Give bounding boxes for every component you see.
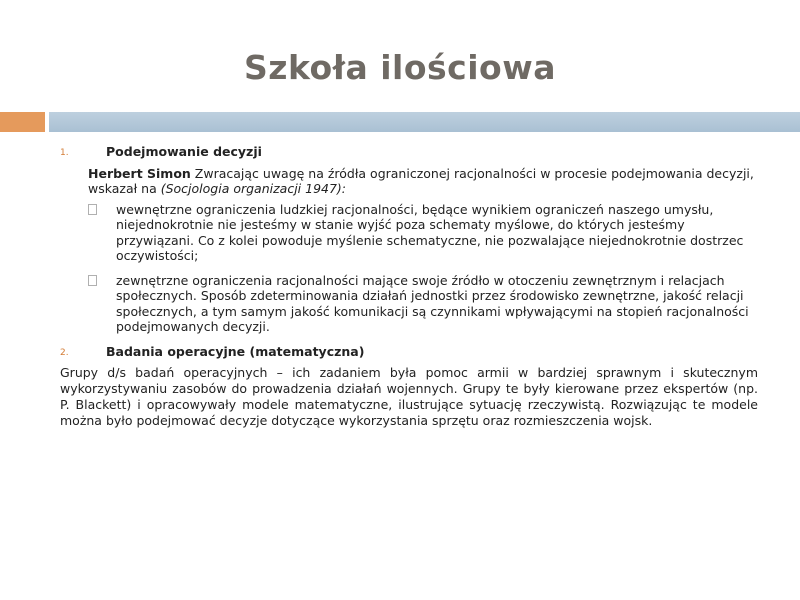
bullet-item: [60, 273, 760, 335]
accent-bar-orange: [0, 112, 45, 132]
author-name: Herbert Simon: [88, 165, 191, 181]
intro-citation: (Socjologia organizacji 1947):: [160, 181, 347, 196]
list-item-1: [60, 144, 760, 160]
slide-title: Szkoła ilościowa: [244, 48, 556, 87]
closing-paragraph: Grupy d/s badań operacyjnych – ich zadaniem była pomoc armii w bardziej sprawnym i skutecznym wykorzystywaniu zasobów do prowadzenia działań wojennych. Grupy te były kierowane przez ekspertów (np. P. Blackett) i opracowywały modele matematyczne, ilustrujące sytuację rzeczywistą. Rozwiązując te modele można było podejmować decyzje dotyczące wykorzystania sprzętu oraz rozmieszczenia wojsk.: [60, 365, 758, 428]
bullet-square-icon: [88, 275, 97, 286]
bullet-square-icon: [88, 204, 97, 215]
accent-bar-blue: [49, 112, 800, 132]
bullet-text: wewnętrzne ograniczenia ludzkiej racjonalności, będące wynikiem ograniczeń naszego umysłu, niejednokrotnie nie jesteśmy w stanie wyjść poza schematy myślowe, do których jesteśmy przywiązani. Co z kolei powoduje myślenie schematyczne, nie pozwalające niejednokrotnie dostrzec oczywistości;: [116, 201, 744, 263]
list-heading: Podejmowanie decyzji: [106, 144, 262, 159]
list-heading: Badania operacyjne (matematyczna): [106, 343, 365, 359]
list-number: 2.: [60, 347, 69, 358]
list-number: 1.: [60, 148, 69, 158]
intro-text: Zwracając uwagę na źródła ograniczonej racjonalności w procesie podejmowania decyzji, wskazał na: [88, 165, 754, 196]
bullet-text: zewnętrzne ograniczenia racjonalności mające swoje źródło w otoczeniu zewnętrznym i relacjach społecznych. Sposób zdeterminowania działań jednostki przez środowisko zewnętrzne, jakość relacji społecznych, a tym samym jakość komunikacji są czynnikami wpływającymi na stopień racjonalności podejmowanych decyzji.: [116, 272, 749, 334]
list-item-2: [60, 344, 760, 360]
intro-paragraph: [60, 166, 760, 197]
bullet-item: [60, 202, 760, 264]
slide-content: [60, 144, 760, 429]
